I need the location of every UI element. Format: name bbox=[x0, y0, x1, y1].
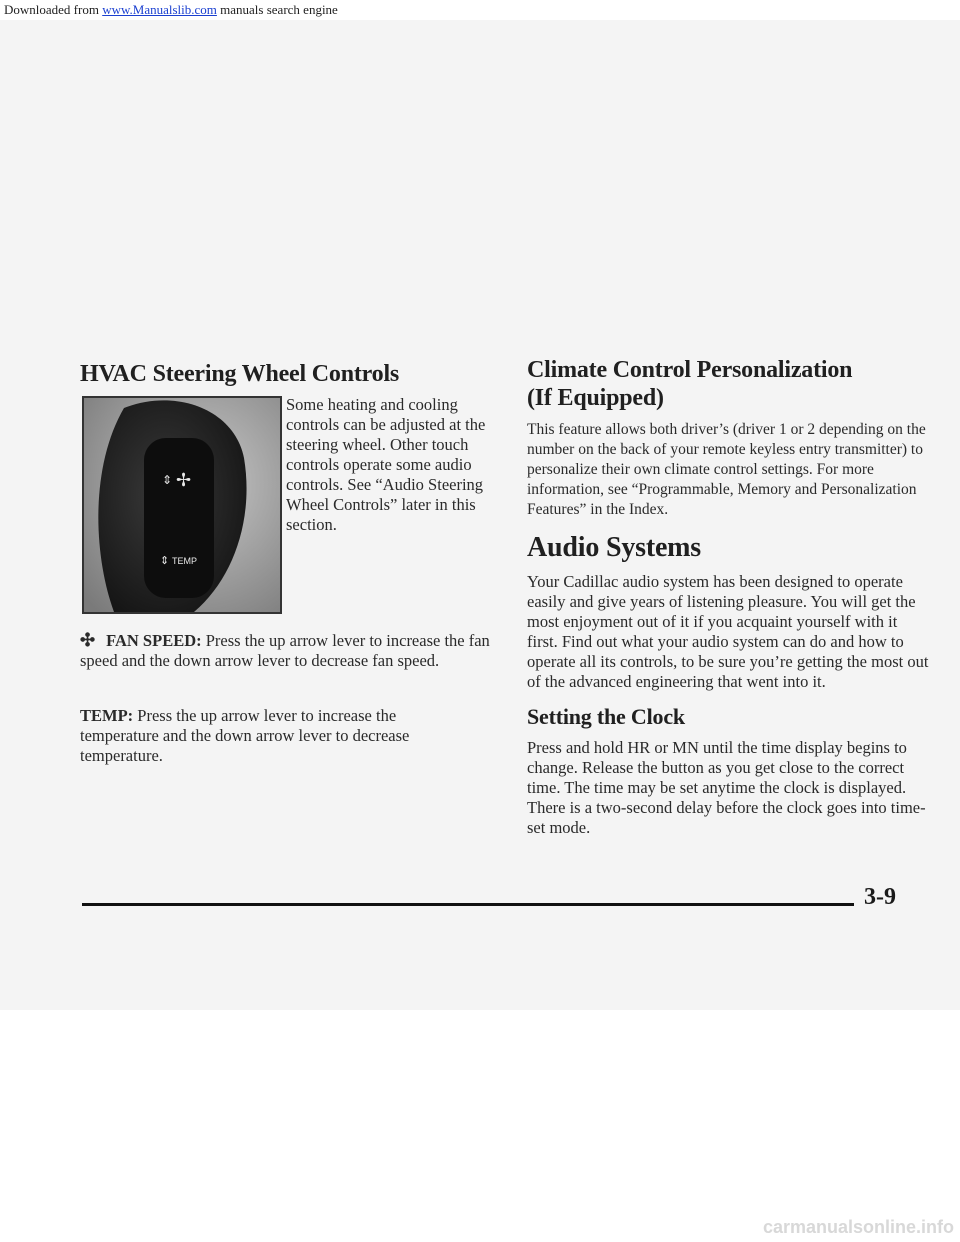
clock-text: Press and hold HR or MN until the time display begins to change. Release the button as you get close to the correct time. The time may be set anytime the clock is displayed. There is a two-second delay before the clock goes into time-set mode. bbox=[527, 738, 926, 837]
svg-text:⇕: ⇕ bbox=[162, 473, 173, 487]
clock-heading: Setting the Clock bbox=[527, 704, 685, 729]
right-column bbox=[527, 356, 932, 838]
audio-systems-heading: Audio Systems bbox=[527, 532, 701, 563]
fan-speed-text: Press the up arrow lever to increase the fan speed and the down arrow lever to decrease fan speed. bbox=[80, 631, 490, 670]
audio-systems-text: Your Cadillac audio system has been designed to operate easily and give years of listening pleasure. You will get the most enjoyment out of it if you acquaint yourself with it first. Find out what your audio system can do and how to operate all its controls, to be sure you’re getting the most out of the advanced engineering that went into it. bbox=[527, 572, 929, 691]
fan-speed-term: FAN SPEED: bbox=[106, 631, 202, 650]
photo-temp-label: TEMP bbox=[172, 556, 198, 566]
climate-heading-line2: (If Equipped) bbox=[527, 385, 664, 411]
hvac-heading: HVAC Steering Wheel Controls bbox=[80, 361, 400, 387]
temp-text: Press the up arrow lever to increase the temperature and the down arrow lever to decrease temperature. bbox=[80, 706, 410, 765]
fan-speed-block bbox=[80, 630, 500, 671]
svg-text:✢: ✢ bbox=[176, 470, 192, 491]
hvac-intro-text: Some heating and cooling controls can be adjusted at the steering wheel. Other touch controls operate some audio controls. See “Audio Steering Wheel Controls” later in this section. bbox=[286, 395, 486, 534]
temp-term: TEMP: bbox=[80, 706, 134, 725]
climate-text: This feature allows both driver’s (driver 1 or 2 depending on the number on the back of your remote keyless entry transmitter) to personalize their own climate control settings. For more information, see “Programmable, Memory and Personalization Features” in the Index. bbox=[527, 421, 926, 518]
temp-block bbox=[80, 706, 440, 766]
fan-icon: ✣ bbox=[80, 630, 96, 650]
svg-text:⇕: ⇕ bbox=[160, 554, 170, 567]
climate-heading-line1: Climate Control Personalization bbox=[527, 357, 853, 383]
download-header bbox=[0, 0, 960, 20]
steering-control-photo bbox=[82, 396, 282, 614]
hvac-intro bbox=[286, 395, 486, 535]
hvac-section bbox=[80, 360, 500, 388]
footer-watermark: carmanualsonline.info bbox=[762, 1217, 954, 1237]
footer-area bbox=[0, 1010, 960, 1242]
header-prefix: Downloaded from bbox=[4, 2, 99, 17]
manualslib-link[interactable]: www.Manualslib.com bbox=[102, 2, 217, 17]
header-suffix: manuals search engine bbox=[220, 2, 338, 17]
footer-rule bbox=[82, 903, 854, 906]
page-number: 3-9 bbox=[864, 884, 896, 910]
steering-control-illustration bbox=[84, 398, 280, 612]
